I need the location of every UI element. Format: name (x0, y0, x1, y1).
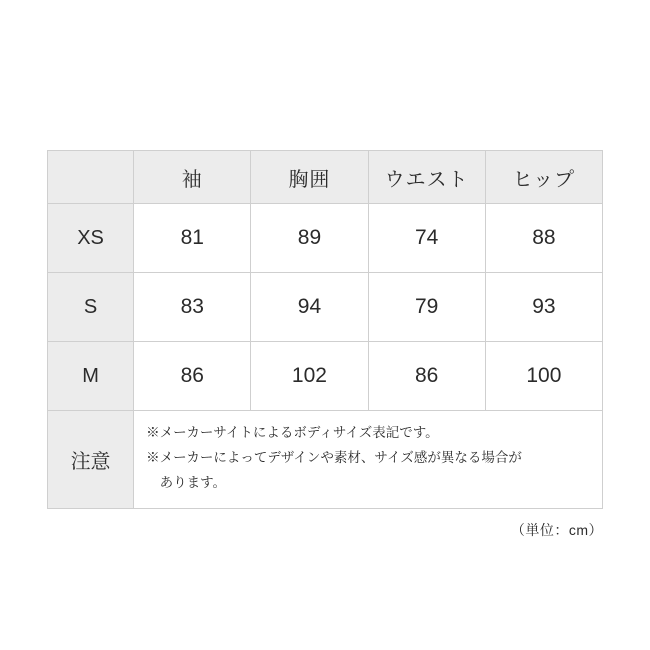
table-corner-cell (48, 151, 134, 204)
cell-xs-sleeve: 81 (134, 204, 251, 273)
column-header-waist: ウエスト (368, 151, 485, 204)
cell-s-chest: 94 (251, 273, 368, 342)
cell-s-hip: 93 (485, 273, 602, 342)
note-line-3: あります。 (146, 474, 227, 490)
cell-xs-waist: 74 (368, 204, 485, 273)
size-table (47, 150, 603, 509)
cell-xs-chest: 89 (251, 204, 368, 273)
table-header-row (48, 151, 603, 204)
size-table-container (47, 150, 603, 509)
note-line-2: ※メーカーによってデザインや素材、サイズ感が異なる場合が (146, 449, 522, 465)
row-label-xs: XS (48, 204, 134, 273)
column-header-hip: ヒップ (485, 151, 602, 204)
cell-m-hip: 100 (485, 342, 602, 411)
unit-caption: （単位：cm） (510, 522, 603, 538)
row-label-m: M (48, 342, 134, 411)
cell-m-sleeve: 86 (134, 342, 251, 411)
table-note-row (48, 411, 603, 509)
column-header-chest: 胸囲 (251, 151, 368, 204)
table-row (48, 204, 603, 273)
cell-m-chest: 102 (251, 342, 368, 411)
cell-s-waist: 79 (368, 273, 485, 342)
table-row (48, 342, 603, 411)
note-label: 注意 (48, 411, 134, 509)
cell-s-sleeve: 83 (134, 273, 251, 342)
note-line-1: ※メーカーサイトによるボディサイズ表記です。 (146, 425, 439, 440)
column-header-sleeve: 袖 (134, 151, 251, 204)
table-row (48, 273, 603, 342)
cell-xs-hip: 88 (485, 204, 602, 273)
row-label-s: S (48, 273, 134, 342)
note-text (134, 411, 603, 509)
cell-m-waist: 86 (368, 342, 485, 411)
